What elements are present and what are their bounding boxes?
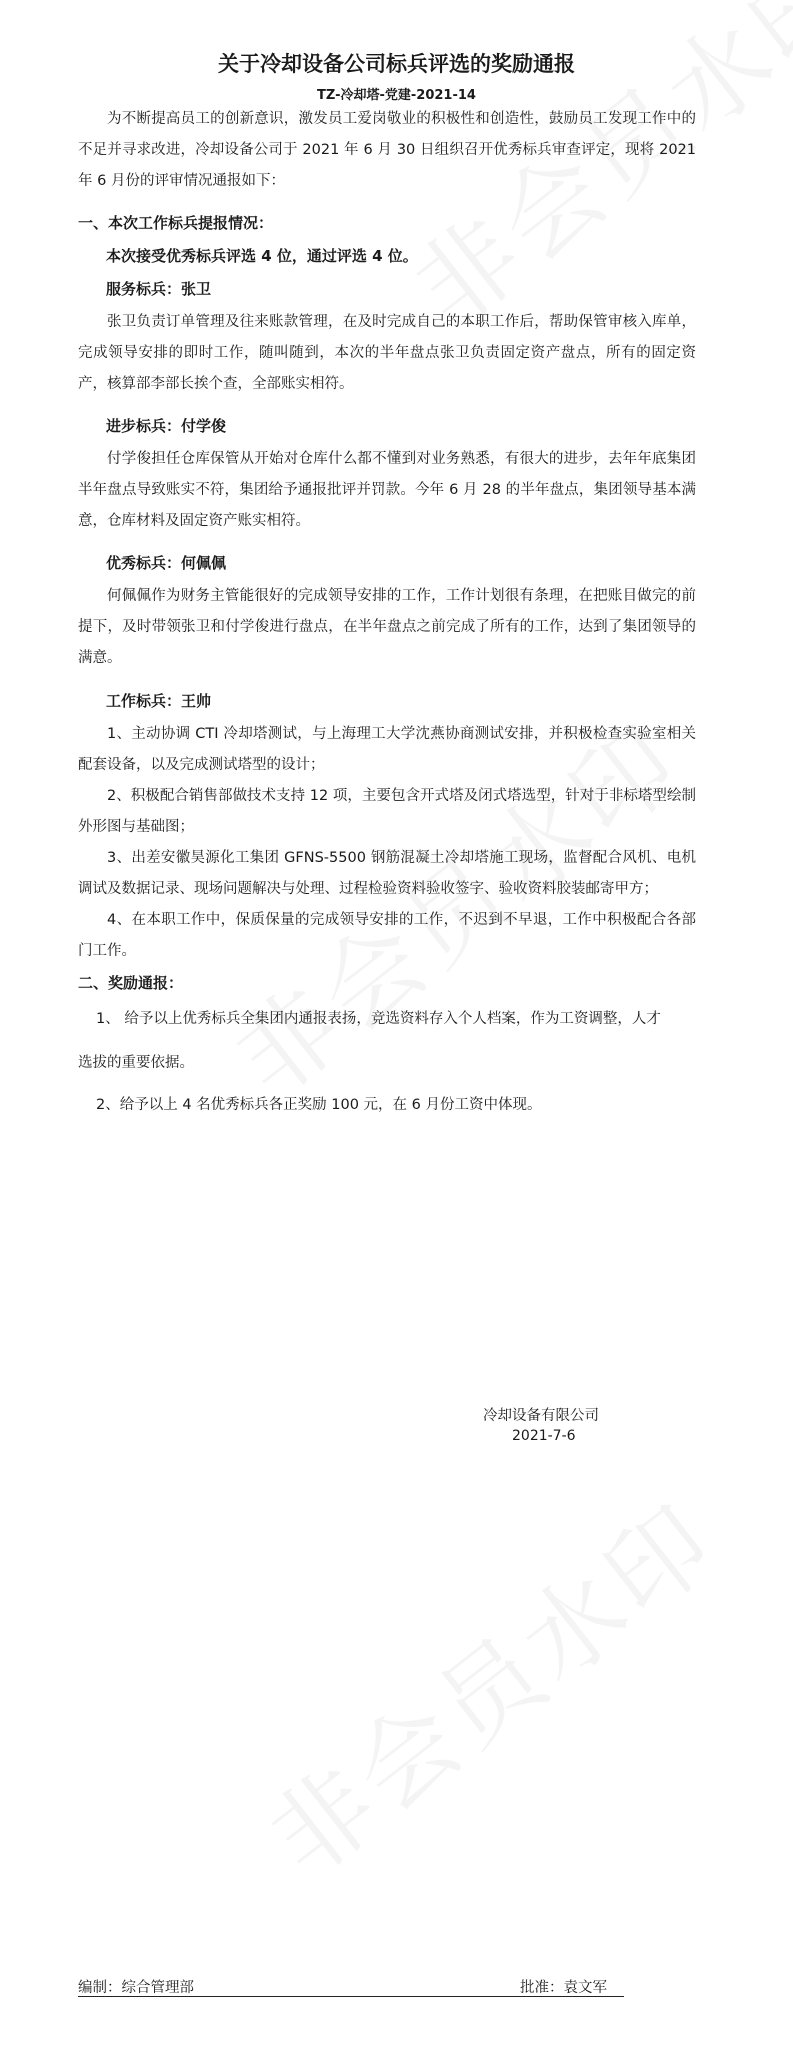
footer-prepared-by: 编制：综合管理部: [78, 1980, 194, 1996]
work-item-4: 4、在本职工作中，保质保量的完成领导安排的工作，不迟到不早退，工作中积极配合各部门工作。: [78, 912, 696, 959]
reward-item-2: 2、给予以上 4 名优秀标兵各正奖励 100 元，在 6 月份工资中体现。: [96, 1097, 542, 1113]
work-item-2: 2、积极配合销售部做技术支持 12 项，主要包含开式塔及闭式塔选型，针对于非标塔型绘制外形图与基础图；: [78, 788, 696, 835]
footer-divider: [78, 1996, 624, 1997]
watermark-3: [235, 1464, 741, 1904]
section1-heading: 一、本次工作标兵提报情况：: [78, 214, 274, 232]
section1-summary: 本次接受优秀标兵评选 4 位，通过评选 4 位。: [106, 247, 418, 265]
work-item-3: 3、出差安徽昊源化工集团 GFNS-5500 钢筋混凝土冷却塔施工现场，监督配合风机、电机调试及数据记录、现场问题解决与处理、过程检验资料验收签字、验收资料胶装邮寄甲方；: [78, 850, 696, 897]
excellent-paragraph: 何佩佩作为财务主管能很好的完成领导安排的工作，工作计划很有条理，在把账目做完的前提下，及时带领张卫和付学俊进行盘点，在半年盘点之前完成了所有的工作，达到了集团领导的满意。: [78, 588, 696, 666]
reward-item-1-cont: 选拔的重要依据。: [78, 1055, 194, 1071]
work-heading: 工作标兵：王帅: [106, 692, 212, 710]
excellent-heading: 优秀标兵：何佩佩: [106, 554, 227, 572]
signature-date: 2021-7-6: [512, 1428, 576, 1444]
intro-paragraph: 为不断提高员工的创新意识，激发员工爱岗敬业的积极性和创造性，鼓励员工发现工作中的不足并寻求改进，冷却设备公司于 2021 年 6 月 30 日组织召开优秀标兵审查评定，现将 2021 年 6 月份的评审情况通报如下：: [78, 111, 696, 189]
service-heading: 服务标兵：张卫: [106, 280, 212, 298]
progress-heading: 进步标兵：付学俊: [106, 417, 227, 435]
document-title: 关于冷却设备公司标兵评选的奖励通报: [218, 52, 575, 76]
service-paragraph: 张卫负责订单管理及往来账款管理，在及时完成自己的本职工作后，帮助保管审核入库单，完成领导安排的即时工作，随叫随到，本次的半年盘点张卫负责固定资产盘点，所有的固定资产，核算部李部长挨个查，全部账实相符。: [78, 314, 696, 392]
work-item-1: 1、主动协调 CTI 冷却塔测试，与上海理工大学沈燕协商测试安排，并积极检查实验室相关配套设备，以及完成测试塔型的设计；: [78, 726, 696, 773]
footer-approved-by: 批准：袁文军: [520, 1980, 607, 1996]
progress-paragraph: 付学俊担任仓库保管从开始对仓库什么都不懂到对业务熟悉，有很大的进步，去年年底集团半年盘点导致账实不符，集团给予通报批评并罚款。今年 6 月 28 的半年盘点，集团领导基本满意，仓库材料及固定资产账实相符。: [78, 451, 696, 529]
reward-item-1: 1、 给予以上优秀标兵全集团内通报表扬，竞选资料存入个人档案，作为工资调整，人才: [96, 1011, 661, 1027]
document-code: TZ-冷却塔-党建-2021-14: [317, 88, 476, 103]
signature-company: 冷却设备有限公司: [483, 1408, 599, 1424]
section2-heading: 二、奖励通报：: [78, 974, 184, 992]
